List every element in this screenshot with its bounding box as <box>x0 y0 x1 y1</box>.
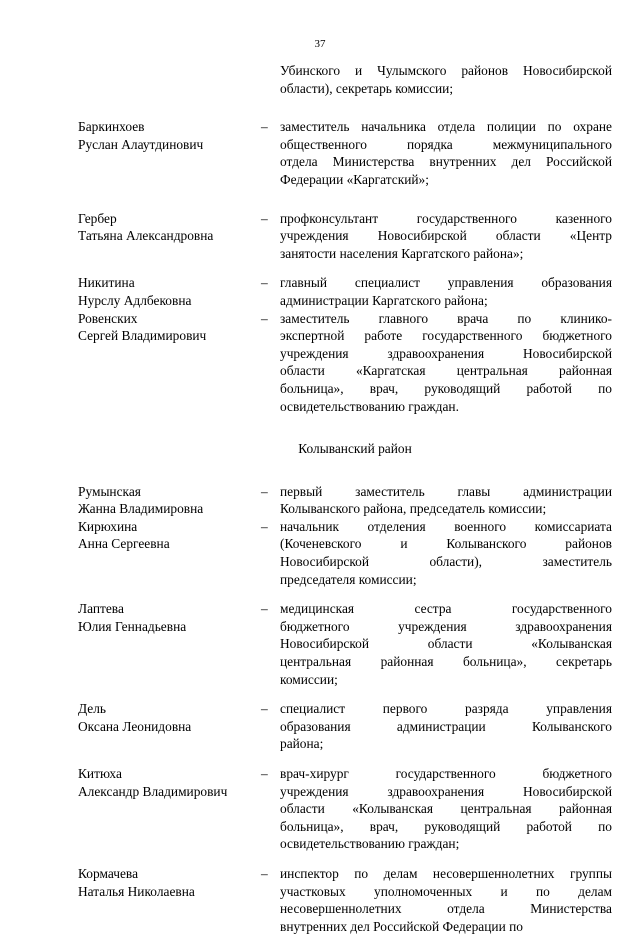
text-line: председателя комиссии; <box>280 571 417 587</box>
section-title: Колыванский район <box>298 441 412 457</box>
member-entry <box>78 118 612 188</box>
dash-separator: – <box>261 310 268 326</box>
continuation-entry <box>78 62 612 97</box>
member-position <box>280 865 612 935</box>
member-surname: Кирюхина <box>78 518 138 534</box>
text-line: специалист первого разряда управления <box>280 701 612 717</box>
member-position <box>280 118 612 188</box>
member-surname: Лаптева <box>78 601 124 617</box>
member-entry <box>78 310 612 416</box>
member-position <box>280 518 612 588</box>
member-given-name: Жанна Владимировна <box>78 501 204 517</box>
text-line: начальник отделения военного комиссариата <box>280 518 612 534</box>
member-entry <box>78 600 612 688</box>
member-position <box>280 210 612 263</box>
text-line: центральная районная больница», секретарь <box>280 654 612 670</box>
text-line: внутренних дел Российской Федерации по <box>280 918 523 934</box>
text-line: врач-хирург государственного бюджетного <box>280 766 612 781</box>
text-line: участковых уполномоченных и по делам <box>280 883 612 899</box>
member-surname: Кормачева <box>78 865 139 881</box>
text-line: больница», врач, руководящий работой по <box>280 380 612 396</box>
text-line: Новосибирской области), заместитель <box>280 554 612 570</box>
text-line: заместитель начальника отдела полиции по охране <box>280 119 612 135</box>
text-line: заместитель главного врача по клинико- <box>280 310 612 326</box>
text-line: главный специалист управления образования <box>280 275 612 291</box>
text-line: экспертной работе государственного бюджетного <box>280 328 612 344</box>
member-position <box>280 600 612 688</box>
member-surname: Никитина <box>78 275 135 291</box>
text-line: инспектор по делам несовершеннолетних группы <box>280 865 612 881</box>
text-line: района; <box>280 736 324 752</box>
text-line: бюджетного учреждения здравоохранения <box>280 618 612 634</box>
member-name <box>78 210 261 245</box>
member-name <box>78 483 261 518</box>
text-line: области «Колыванская центральная районная <box>280 801 612 817</box>
member-position <box>280 310 612 416</box>
text-line: Колыванского района, председатель комиссии; <box>280 501 547 517</box>
continuation-text <box>280 62 612 97</box>
text-line: Убинского и Чулымского районов Новосибирской <box>280 63 612 78</box>
dash-separator: – <box>261 483 268 499</box>
member-given-name: Руслан Алаутдинович <box>78 136 204 152</box>
text-line: образования администрации Колыванского <box>280 718 612 734</box>
commission-list <box>78 62 612 935</box>
text-line: Новосибирской области «Колыванская <box>280 636 612 652</box>
member-given-name: Анна Сергеевна <box>78 536 170 552</box>
member-given-name: Наталья Николаевна <box>78 883 195 899</box>
text-line: отдела Министерства внутренних дел Российской <box>280 154 612 170</box>
member-entry <box>78 700 612 753</box>
text-line: первый заместитель главы администрации <box>280 483 612 499</box>
member-entry <box>78 765 612 853</box>
dash-separator: – <box>261 518 268 534</box>
text-line: комиссии; <box>280 671 338 687</box>
member-surname: Гербер <box>78 210 117 226</box>
member-entry <box>78 274 612 309</box>
member-entry <box>78 865 612 935</box>
text-line: несовершеннолетних отдела Министерства <box>280 901 612 917</box>
dash-separator: – <box>261 119 268 135</box>
text-line: освидетельствованию граждан. <box>280 398 459 414</box>
kolyvan-members <box>78 483 612 935</box>
member-surname: Китюха <box>78 766 122 781</box>
text-line: медицинская сестра государственного <box>280 601 612 617</box>
member-name <box>78 700 261 735</box>
text-line: освидетельствованию граждан; <box>280 836 460 852</box>
text-line: (Коченевского и Колыванского районов <box>280 536 612 552</box>
member-given-name: Татьяна Александровна <box>78 228 214 244</box>
member-given-name: Александр Владимирович <box>78 783 228 799</box>
dash-separator: – <box>261 766 268 781</box>
member-given-name: Сергей Владимирович <box>78 328 207 344</box>
kargat-members <box>78 118 612 415</box>
member-surname: Дель <box>78 701 107 717</box>
member-name <box>78 310 261 345</box>
member-name <box>78 865 261 900</box>
member-name <box>78 765 261 800</box>
member-given-name: Оксана Леонидовна <box>78 718 192 734</box>
member-position <box>280 274 612 309</box>
member-name <box>78 600 261 635</box>
member-surname: Баркинхоев <box>78 119 145 135</box>
member-entry <box>78 210 612 263</box>
dash-separator: – <box>261 601 268 617</box>
member-position <box>280 700 612 753</box>
member-entry <box>78 518 612 588</box>
dash-separator: – <box>261 701 268 717</box>
text-line: области «Каргатская центральная районная <box>280 363 612 379</box>
text-line: учреждения здравоохранения Новосибирской <box>280 783 612 799</box>
member-name <box>78 274 261 309</box>
text-line: профконсультант государственного казенного <box>280 210 612 226</box>
dash-separator: – <box>261 275 268 291</box>
member-surname: Румынская <box>78 483 141 499</box>
text-line: области), секретарь комиссии; <box>280 80 454 96</box>
member-given-name: Юлия Геннадьевна <box>78 618 187 634</box>
text-line: администрации Каргатского района; <box>280 292 488 308</box>
page-number: 37 <box>314 38 326 50</box>
member-name <box>78 118 261 153</box>
member-name <box>78 518 261 553</box>
text-line: учреждения здравоохранения Новосибирской <box>280 345 612 361</box>
text-line: Федерации «Каргатский»; <box>280 171 429 187</box>
text-line: больница», врач, руководящий работой по <box>280 818 612 834</box>
member-entry <box>78 483 612 518</box>
dash-separator: – <box>261 210 268 226</box>
member-position <box>280 483 612 518</box>
text-line: учреждения Новосибирской области «Центр <box>280 228 612 244</box>
text-line: общественного порядка межмуниципального <box>280 136 612 152</box>
member-position <box>280 765 612 853</box>
member-surname: Ровенских <box>78 310 138 326</box>
text-line: занятости населения Каргатского района»; <box>280 245 524 261</box>
member-given-name: Нурслу Адлбековна <box>78 292 192 308</box>
dash-separator: – <box>261 865 268 881</box>
